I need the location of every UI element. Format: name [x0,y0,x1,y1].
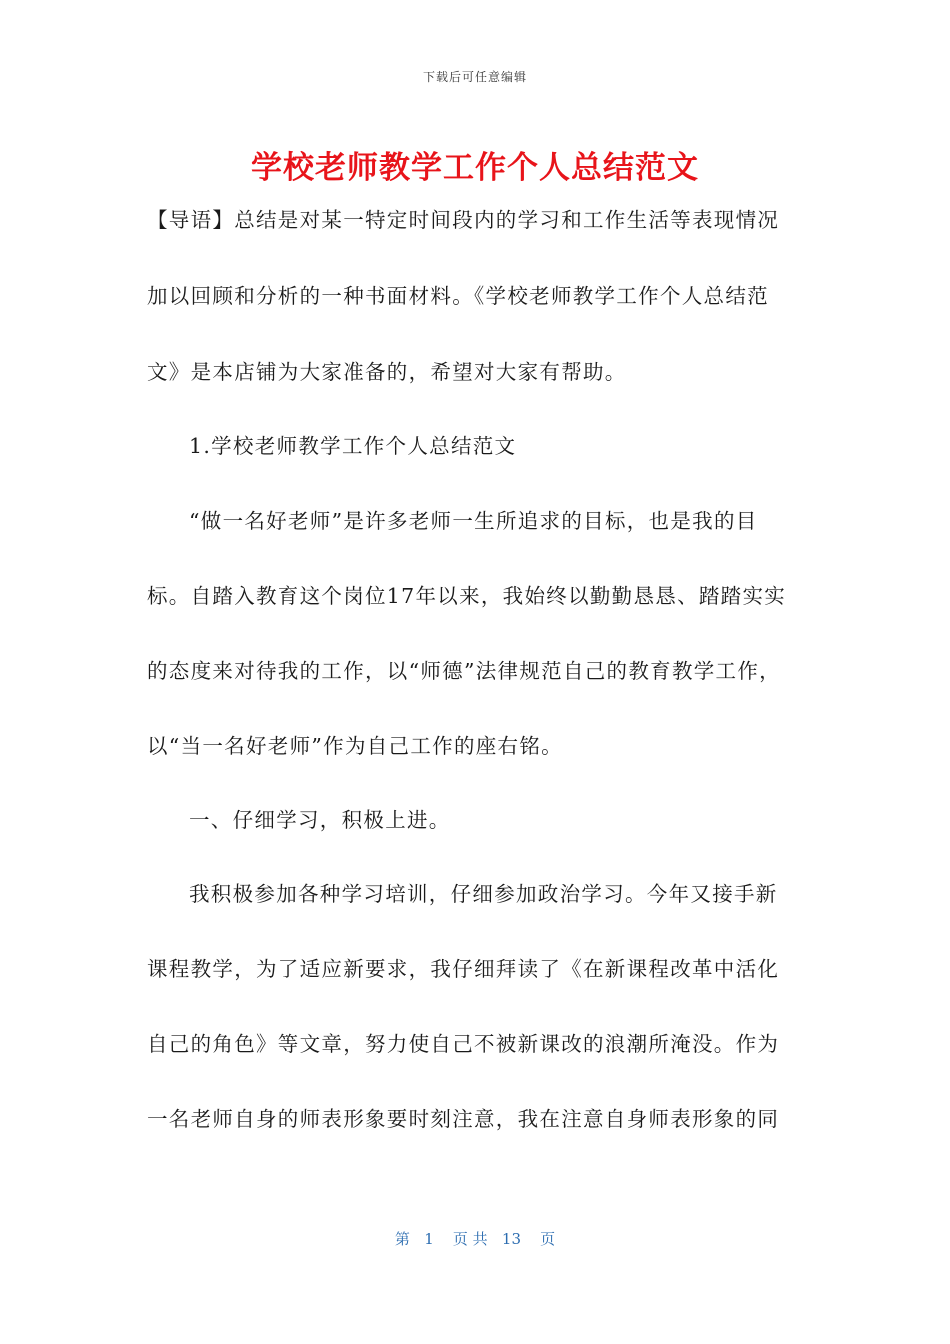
page-number-footer: 第 1 页 共 13 页 [394,1230,556,1248]
document-title: 学校老师教学工作个人总结范文 [251,150,699,186]
paragraph-line: 自己的角色》等文章，努力使自己不被新课改的浪潮所淹没。作为 [147,1032,780,1056]
paragraph-line: 标。自踏入教育这个岗位17年以来，我始终以勤勤恳恳、踏踏实实 [147,584,787,608]
paragraph-line: 课程教学，为了适应新要求，我仔细拜读了《在新课程改革中活化 [147,957,780,981]
page-header: 下载后可任意编辑 [422,70,527,84]
paragraph-line: 一名老师自身的师表形象要时刻注意，我在注意自身师表形象的同 [147,1107,780,1131]
paragraph-line: 的态度来对待我的工作，以“师德”法律规范自己的教育教学工作， [147,659,781,683]
paragraph-line: 【导语】总结是对某一特定时间段内的学习和工作生活等表现情况 [147,208,780,232]
paragraph-line: 文》是本店铺为大家准备的，希望对大家有帮助。 [147,360,627,384]
paragraph-line: “做一名好老师”是许多老师一生所追求的目标，也是我的目 [189,509,758,533]
paragraph-line: 加以回顾和分析的一种书面材料。《学校老师教学工作个人总结范 [147,284,769,308]
section-heading: 一、仔细学习，积极上进。 [189,808,451,832]
section-heading: 1.学校老师教学工作个人总结范文 [189,434,517,458]
paragraph-line: 我积极参加各种学习培训，仔细参加政治学习。今年又接手新 [189,882,778,906]
paragraph-line: 以“当一名好老师”作为自己工作的座右铭。 [147,734,563,758]
